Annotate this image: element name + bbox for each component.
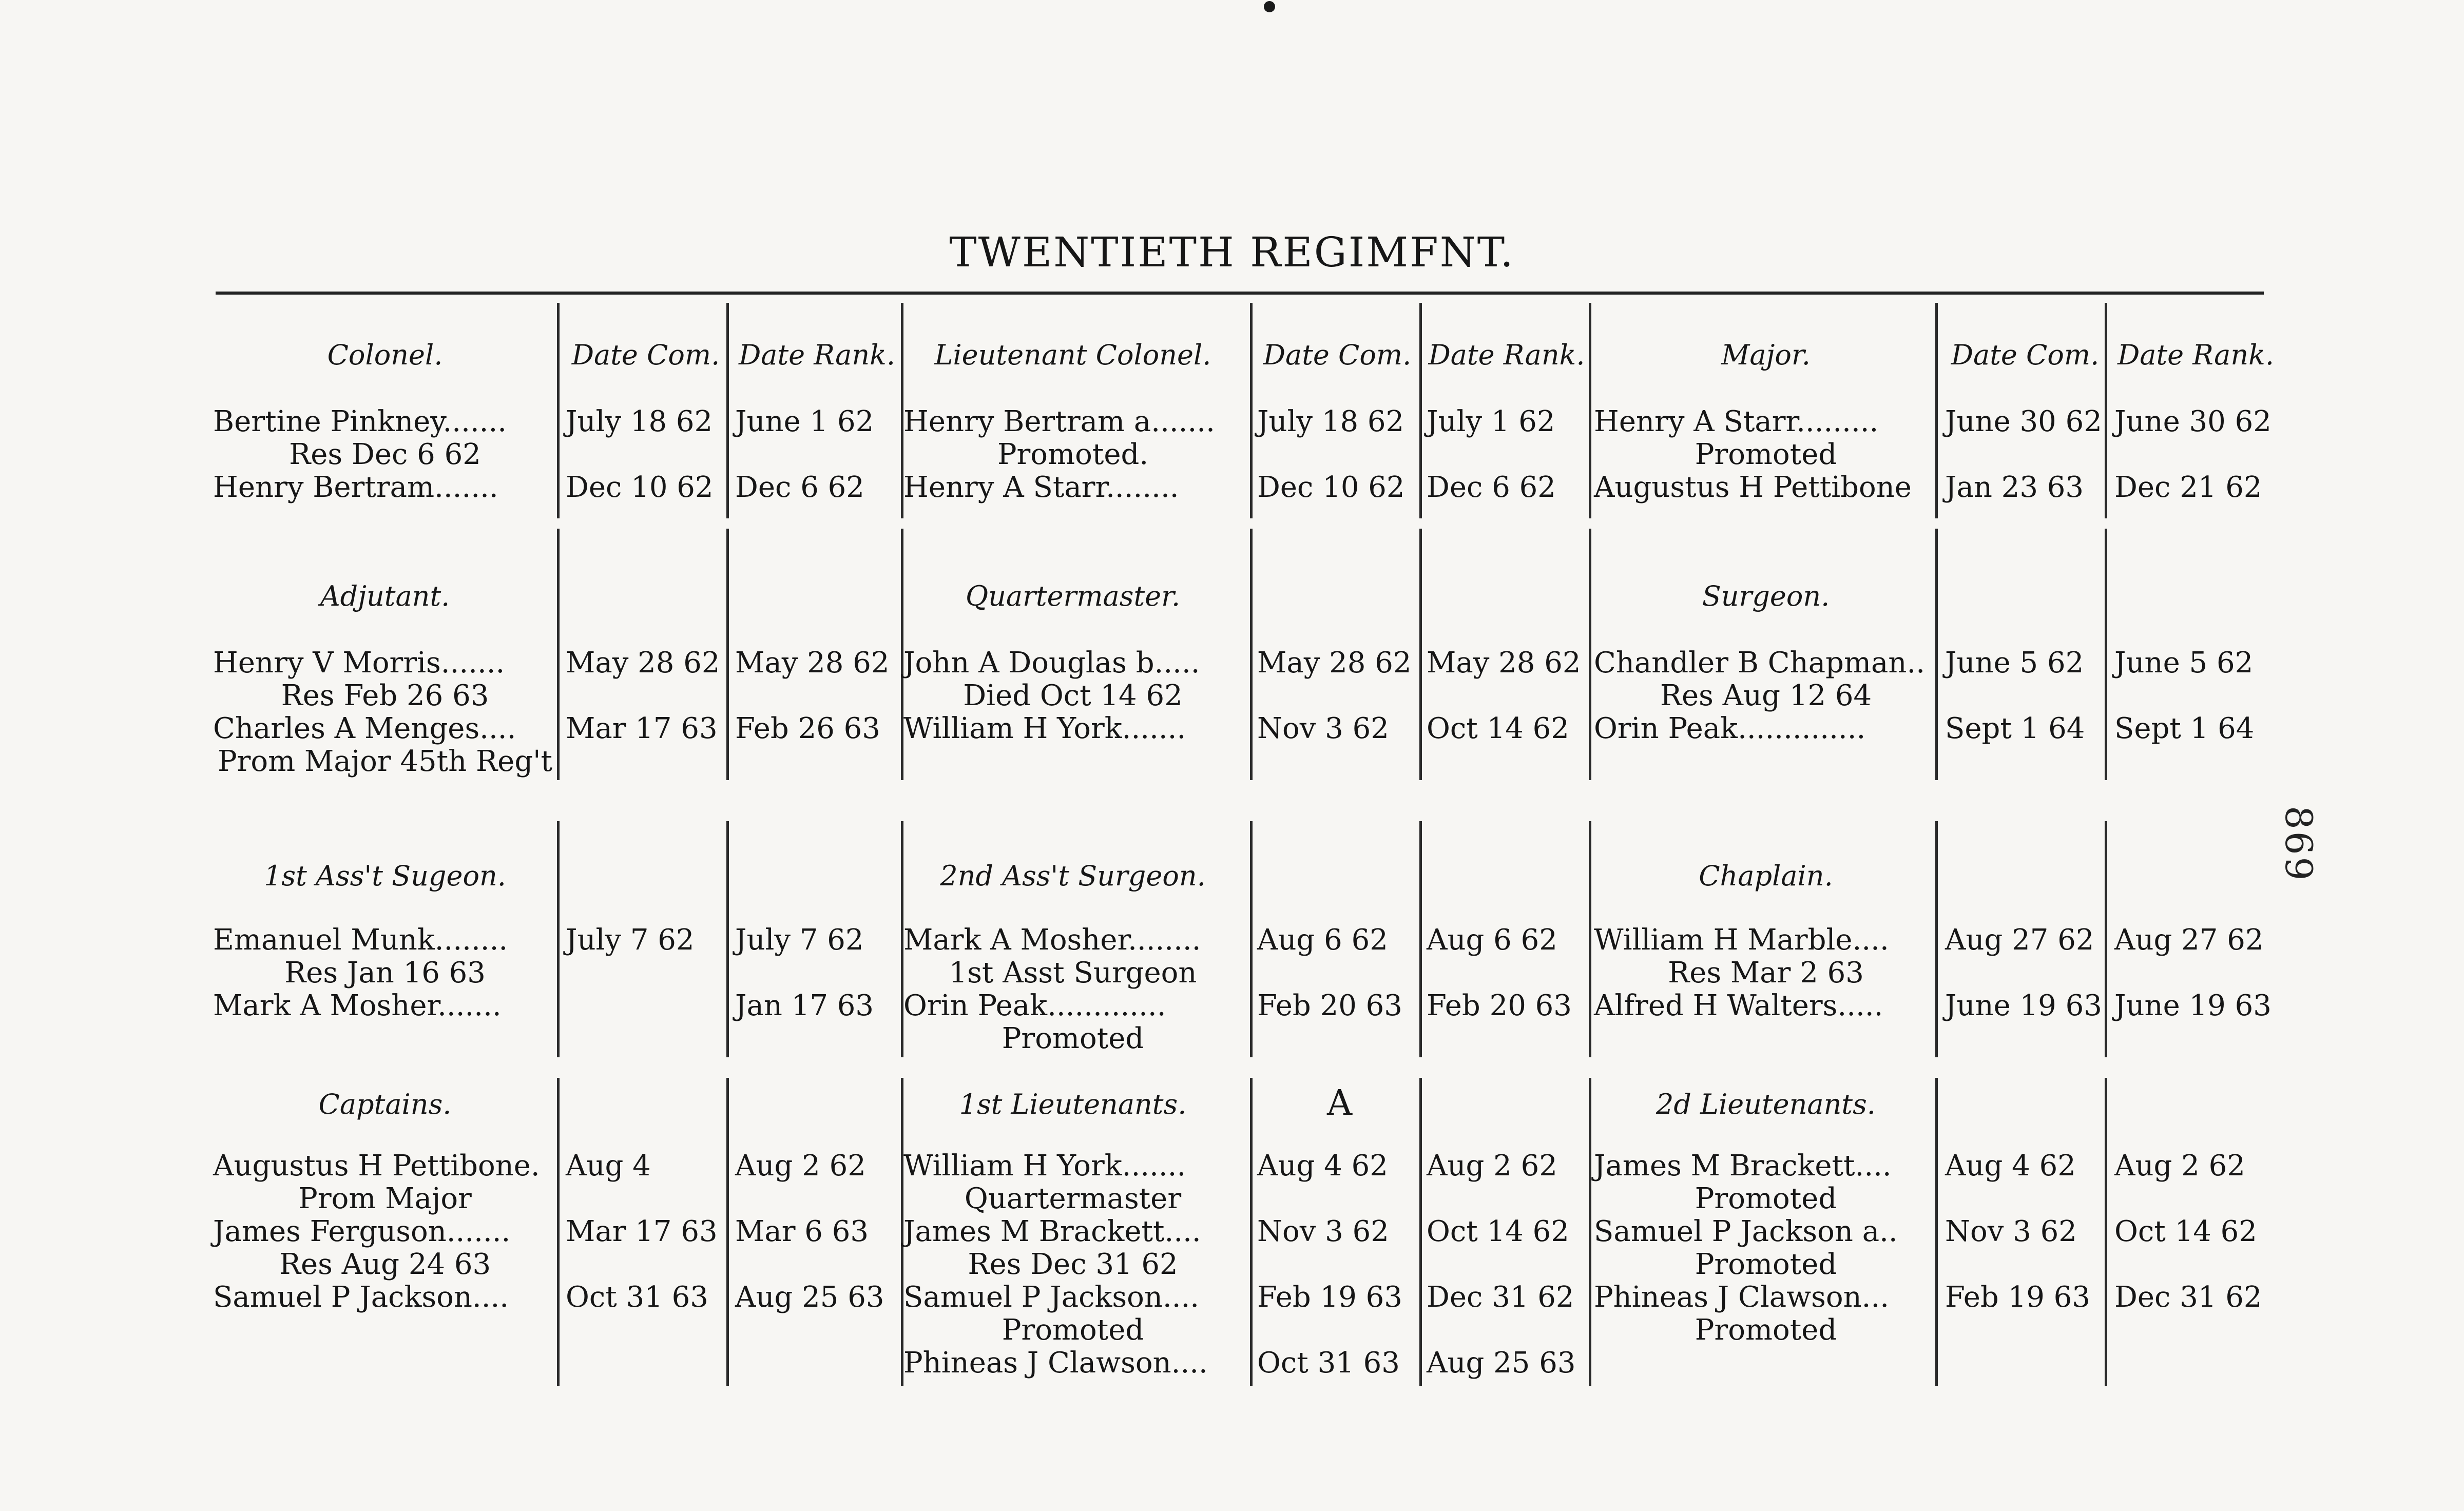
column-divider xyxy=(1419,303,1422,518)
service-note: Promoted xyxy=(1695,1313,1837,1347)
date-commissioned: July 18 62 xyxy=(566,405,713,438)
date-of-rank: May 28 62 xyxy=(1427,646,1581,680)
column-divider xyxy=(1419,821,1422,1057)
column-divider xyxy=(2105,1078,2107,1386)
date-of-rank: Jan 17 63 xyxy=(735,989,874,1022)
officer-name: Henry V Morris....... xyxy=(213,646,505,680)
date-of-rank: Oct 14 62 xyxy=(1427,712,1569,745)
date-of-rank: June 30 62 xyxy=(2114,405,2272,438)
date-com-header: Date Com. xyxy=(1951,339,2100,371)
service-note: Quartermaster xyxy=(964,1182,1182,1215)
header-rule xyxy=(216,292,2264,295)
date-commissioned: Jan 23 63 xyxy=(1945,471,2084,504)
column-divider xyxy=(557,1078,560,1386)
page-title: TWENTIETH REGIMFNT. xyxy=(949,228,1515,276)
column-heading-right: Chaplain. xyxy=(1699,860,1833,892)
date-commissioned: Mar 17 63 xyxy=(566,1215,718,1248)
column-divider xyxy=(1419,1078,1422,1386)
date-of-rank: Oct 14 62 xyxy=(1427,1215,1569,1248)
officer-name: Phineas J Clawson... xyxy=(1594,1281,1890,1314)
officer-name: Henry Bertram....... xyxy=(213,471,498,504)
date-rank-header: Date Rank. xyxy=(1428,339,1585,371)
service-note: Promoted xyxy=(1002,1022,1144,1055)
date-commissioned: Nov 3 62 xyxy=(1257,712,1389,745)
column-divider xyxy=(557,303,560,518)
date-commissioned: June 30 62 xyxy=(1945,405,2102,438)
section-marker: A xyxy=(1327,1083,1353,1123)
column-divider xyxy=(1250,821,1253,1057)
column-divider xyxy=(1935,1078,1938,1386)
date-commissioned: Oct 31 63 xyxy=(566,1281,708,1314)
date-of-rank: Dec 6 62 xyxy=(1427,471,1556,504)
column-divider xyxy=(1250,303,1253,518)
date-commissioned: Feb 19 63 xyxy=(1945,1281,2090,1314)
officer-name: Orin Peak.............. xyxy=(1594,712,1866,745)
service-note: Promoted xyxy=(1695,438,1837,471)
date-of-rank: Dec 6 62 xyxy=(735,471,864,504)
date-of-rank: July 1 62 xyxy=(1427,405,1555,438)
column-heading-right: 2d Lieutenants. xyxy=(1656,1088,1876,1120)
date-commissioned: Oct 31 63 xyxy=(1257,1346,1400,1380)
page-number: 869 xyxy=(2277,806,2320,883)
officer-name: Henry A Starr........ xyxy=(903,471,1179,504)
column-divider xyxy=(2105,529,2107,780)
column-heading-mid: Quartermaster. xyxy=(965,580,1181,612)
column-divider xyxy=(1935,821,1938,1057)
column-heading-mid: 1st Lieutenants. xyxy=(959,1088,1187,1120)
service-note: Promoted xyxy=(1002,1313,1144,1347)
date-of-rank: Aug 2 62 xyxy=(1427,1149,1557,1183)
date-of-rank: June 19 63 xyxy=(2114,989,2272,1022)
column-heading-mid: 2nd Ass't Surgeon. xyxy=(940,860,1206,892)
column-divider xyxy=(726,821,729,1057)
date-commissioned: Feb 19 63 xyxy=(1257,1281,1402,1314)
date-commissioned: Aug 6 62 xyxy=(1257,923,1388,957)
date-commissioned: Nov 3 62 xyxy=(1257,1215,1389,1248)
officer-name: Phineas J Clawson.... xyxy=(903,1346,1208,1380)
column-divider xyxy=(726,529,729,780)
date-of-rank: Aug 6 62 xyxy=(1427,923,1557,957)
date-commissioned: Aug 4 62 xyxy=(1945,1149,2076,1183)
date-rank-header: Date Rank. xyxy=(738,339,896,371)
column-divider xyxy=(557,821,560,1057)
officer-name: Mark A Mosher....... xyxy=(213,989,502,1022)
column-heading-mid: Lieutenant Colonel. xyxy=(934,339,1211,371)
officer-name: James Ferguson....... xyxy=(213,1215,511,1248)
group-divider xyxy=(1589,303,1591,518)
group-divider xyxy=(1589,529,1591,780)
group-divider xyxy=(1589,1078,1591,1386)
date-commissioned: Dec 10 62 xyxy=(1257,471,1405,504)
column-divider xyxy=(1250,529,1253,780)
date-commissioned: July 18 62 xyxy=(1257,405,1404,438)
date-commissioned: May 28 62 xyxy=(566,646,720,680)
service-note: Res Aug 24 63 xyxy=(279,1248,491,1281)
column-divider xyxy=(557,529,560,780)
service-note: Res Dec 31 62 xyxy=(968,1248,1178,1281)
column-divider xyxy=(1935,529,1938,780)
service-note: Promoted. xyxy=(997,438,1149,471)
officer-name: Mark A Mosher........ xyxy=(903,923,1201,957)
column-heading-left: 1st Ass't Sugeon. xyxy=(264,860,506,892)
officer-name: Bertine Pinkney....... xyxy=(213,405,507,438)
date-commissioned: Aug 27 62 xyxy=(1945,923,2094,957)
date-commissioned: Sept 1 64 xyxy=(1945,712,2085,745)
service-note: Prom Major 45th Reg't xyxy=(217,745,553,778)
service-note: Res Dec 6 62 xyxy=(289,438,481,471)
column-divider xyxy=(1250,1078,1253,1386)
officer-name: William H York....... xyxy=(903,712,1186,745)
service-note: Res Mar 2 63 xyxy=(1668,956,1864,990)
officer-name: Emanuel Munk........ xyxy=(213,923,508,957)
officer-name: James M Brackett.... xyxy=(903,1215,1201,1248)
column-divider xyxy=(726,1078,729,1386)
date-commissioned: Aug 4 xyxy=(566,1149,651,1183)
date-com-header: Date Com. xyxy=(571,339,720,371)
column-heading-right: Major. xyxy=(1721,339,1811,371)
service-note: Res Feb 26 63 xyxy=(281,679,489,712)
officer-name: Samuel P Jackson a.. xyxy=(1594,1215,1898,1248)
service-note: Prom Major xyxy=(298,1182,472,1215)
date-commissioned: Mar 17 63 xyxy=(566,712,718,745)
column-heading-left: Captains. xyxy=(318,1088,452,1120)
ink-dot xyxy=(1264,1,1275,12)
group-divider xyxy=(1589,821,1591,1057)
service-note: Res Aug 12 64 xyxy=(1660,679,1872,712)
date-commissioned: May 28 62 xyxy=(1257,646,1412,680)
date-of-rank: May 28 62 xyxy=(735,646,890,680)
column-heading-left: Adjutant. xyxy=(320,580,450,612)
column-divider xyxy=(2105,303,2107,518)
officer-name: Alfred H Walters..... xyxy=(1594,989,1883,1022)
column-divider xyxy=(2105,821,2107,1057)
date-of-rank: June 5 62 xyxy=(2114,646,2254,680)
column-heading-left: Colonel. xyxy=(327,339,443,371)
officer-name: Charles A Menges.... xyxy=(213,712,516,745)
date-of-rank: June 1 62 xyxy=(735,405,874,438)
service-note: Promoted xyxy=(1695,1182,1837,1215)
officer-name: William H York....... xyxy=(903,1149,1186,1183)
date-of-rank: Aug 2 62 xyxy=(2114,1149,2245,1183)
service-note: Res Jan 16 63 xyxy=(284,956,486,990)
officer-name: Augustus H Pettibone xyxy=(1594,471,1912,504)
date-of-rank: Aug 25 63 xyxy=(735,1281,884,1314)
date-commissioned: Nov 3 62 xyxy=(1945,1215,2077,1248)
date-of-rank: Aug 25 63 xyxy=(1427,1346,1576,1380)
officer-name: Henry A Starr......... xyxy=(1594,405,1879,438)
officer-name: William H Marble.... xyxy=(1594,923,1889,957)
date-of-rank: Dec 31 62 xyxy=(1427,1281,1574,1314)
service-note: Promoted xyxy=(1695,1248,1837,1281)
officer-name: Augustus H Pettibone. xyxy=(213,1149,540,1183)
date-of-rank: July 7 62 xyxy=(735,923,864,957)
date-commissioned: June 5 62 xyxy=(1945,646,2084,680)
date-of-rank: Feb 20 63 xyxy=(1427,989,1572,1022)
officer-name: Samuel P Jackson.... xyxy=(903,1281,1200,1314)
officer-name: John A Douglas b..... xyxy=(903,646,1200,680)
date-of-rank: Oct 14 62 xyxy=(2114,1215,2257,1248)
date-of-rank: Mar 6 63 xyxy=(735,1215,869,1248)
date-of-rank: Dec 21 62 xyxy=(2114,471,2262,504)
column-divider xyxy=(1419,529,1422,780)
service-note: Died Oct 14 62 xyxy=(963,679,1183,712)
officer-name: Henry Bertram a....... xyxy=(903,405,1215,438)
officer-name: Samuel P Jackson.... xyxy=(213,1281,509,1314)
date-of-rank: Dec 31 62 xyxy=(2114,1281,2262,1314)
date-of-rank: Sept 1 64 xyxy=(2114,712,2255,745)
column-heading-right: Surgeon. xyxy=(1702,580,1830,612)
date-com-header: Date Com. xyxy=(1263,339,1412,371)
date-of-rank: Aug 27 62 xyxy=(2114,923,2264,957)
date-commissioned: July 7 62 xyxy=(566,923,695,957)
date-commissioned: Dec 10 62 xyxy=(566,471,714,504)
officer-name: Chandler B Chapman.. xyxy=(1594,646,1926,680)
column-divider xyxy=(1935,303,1938,518)
officer-name: James M Brackett.... xyxy=(1594,1149,1892,1183)
date-commissioned: Aug 4 62 xyxy=(1257,1149,1388,1183)
date-commissioned: June 19 63 xyxy=(1945,989,2102,1022)
date-of-rank: Feb 26 63 xyxy=(735,712,880,745)
officer-name: Orin Peak............. xyxy=(903,989,1166,1022)
date-of-rank: Aug 2 62 xyxy=(735,1149,866,1183)
date-rank-header: Date Rank. xyxy=(2117,339,2275,371)
service-note: 1st Asst Surgeon xyxy=(949,956,1197,990)
date-commissioned: Feb 20 63 xyxy=(1257,989,1402,1022)
column-divider xyxy=(726,303,729,518)
